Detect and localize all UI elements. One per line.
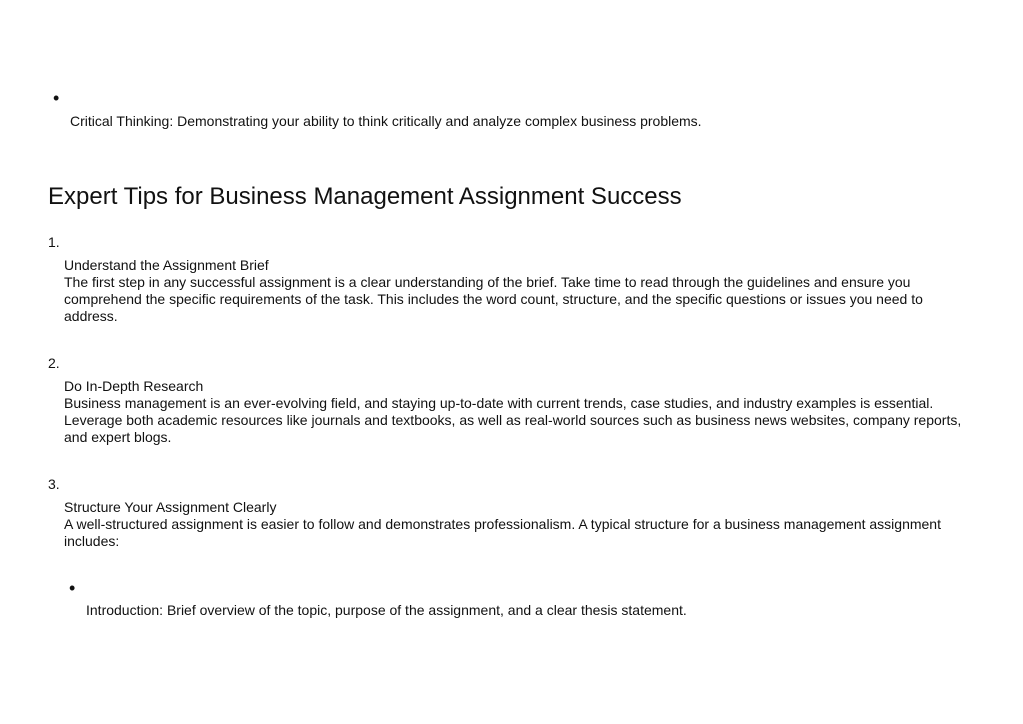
tip-description: A well-structured assignment is easier to follow and demonstrates professionalism. A typical structure for a business management assignment includes: xyxy=(64,516,941,549)
list-item-in-depth-research xyxy=(64,378,969,446)
list-item-structure-clearly xyxy=(64,499,969,550)
tip-title: Understand the Assignment Brief xyxy=(64,257,269,273)
list-number-3: 3. xyxy=(48,476,60,492)
bullet-text-introduction: Introduction: Brief overview of the topic, purpose of the assignment, and a clear thesis statement. xyxy=(86,602,687,618)
section-heading: Expert Tips for Business Management Assignment Success xyxy=(48,183,682,210)
bullet-text-critical-thinking: Critical Thinking: Demonstrating your ability to think critically and analyze complex business problems. xyxy=(70,113,702,129)
list-number-1: 1. xyxy=(48,234,60,250)
bullet-marker: • xyxy=(53,88,60,108)
tip-title: Structure Your Assignment Clearly xyxy=(64,499,277,515)
list-number-2: 2. xyxy=(48,355,60,371)
bullet-marker: • xyxy=(69,578,76,598)
tip-description: The first step in any successful assignment is a clear understanding of the brief. Take time to read through the guidelines and ensure you comprehend the specific requirements of the task. This includes the word count, structure, and the specific questions or issues you need to address. xyxy=(64,274,923,324)
list-item-understand-brief xyxy=(64,257,969,325)
tip-title: Do In-Depth Research xyxy=(64,378,204,394)
tip-description: Business management is an ever-evolving field, and staying up-to-date with current trends, case studies, and industry examples is essential. Leverage both academic resources like journals and textbooks, as well as real-world sources such as business news websites, company reports, and expert blogs. xyxy=(64,395,962,445)
